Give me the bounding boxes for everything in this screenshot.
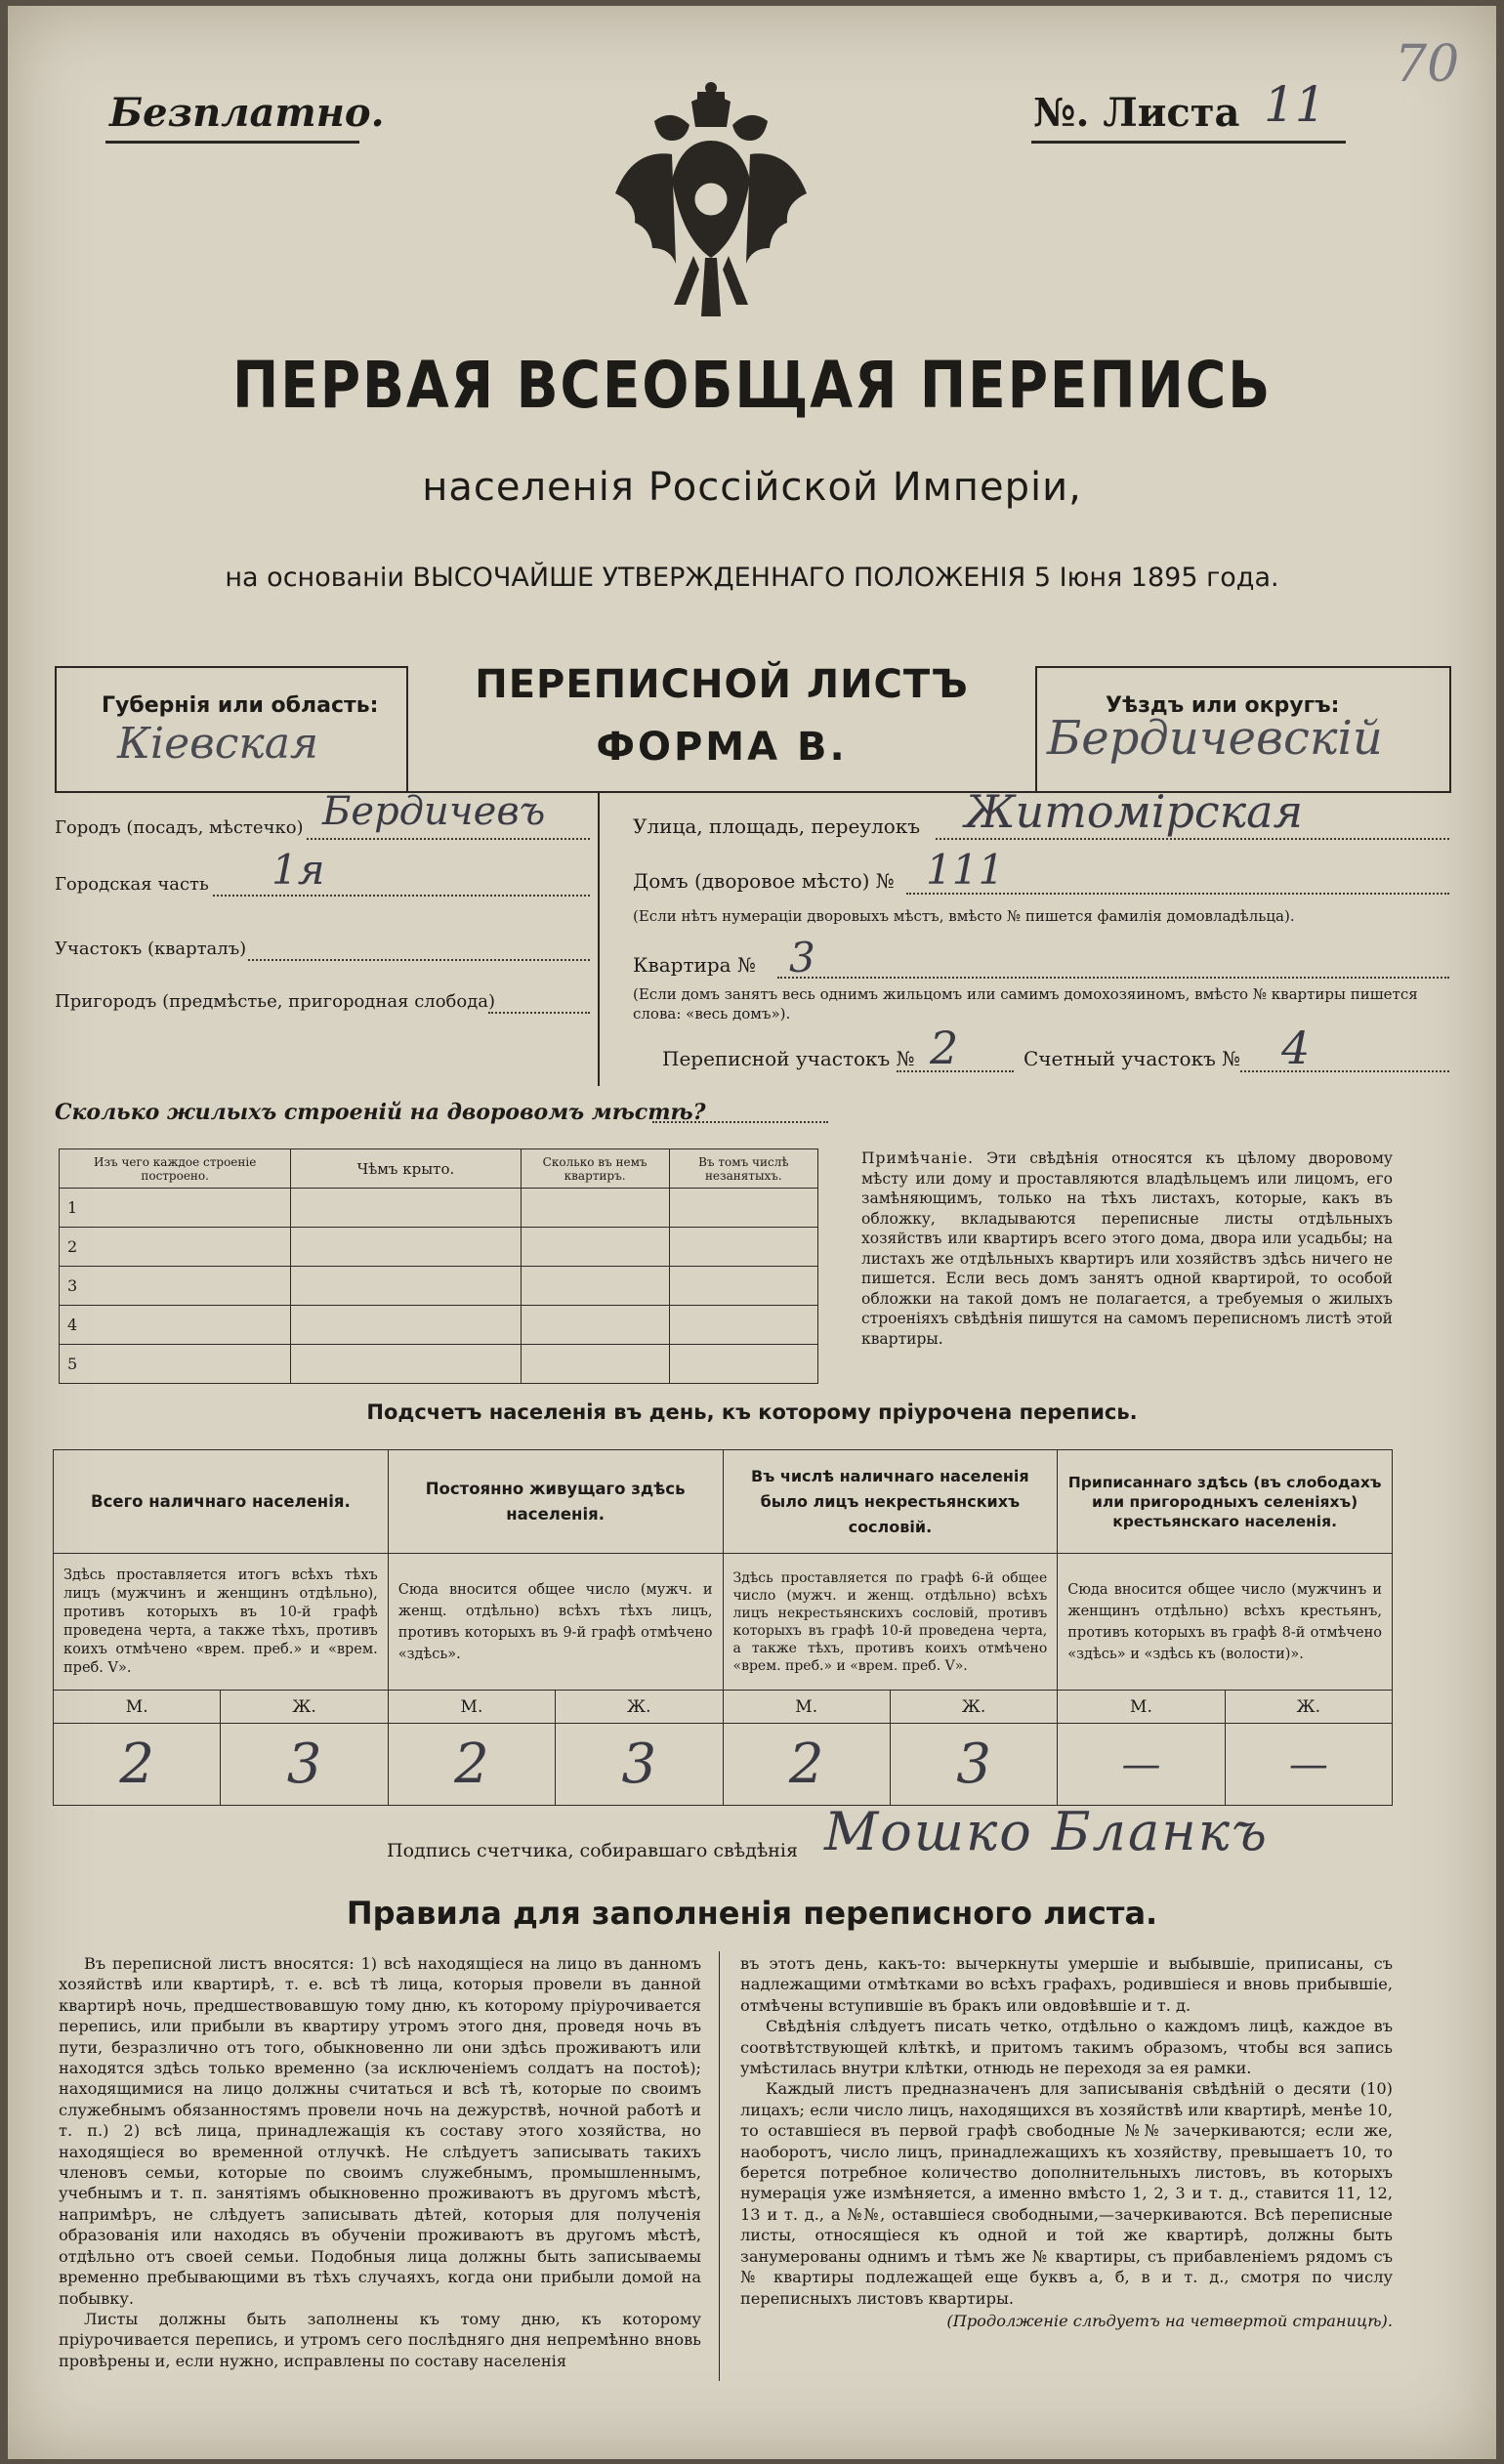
- buildings-table: [59, 1148, 818, 1384]
- total-female-count: 3: [221, 1724, 388, 1806]
- city-label: Городъ (посадъ, мѣстечко): [55, 817, 304, 838]
- buildings-note: Примѣчаніе. Эти свѣдѣнія относятся къ цѣлому дворовому мѣсту или дому и проставляются владѣльцемъ или лицомъ, его замѣняющимъ, только на тѣхъ листахъ, которые, какъ въ обложку, вкладываются переписные листы отдѣльныхъ хозяйствъ или квартиръ всего этого дома, двора или усадьбы; на листахъ же отдѣльныхъ квартиръ или хозяйствъ здѣсь ничего не пишется. Если весь домъ занятъ одной квартирой, то особой обложки на такой домъ не полагается, а требуемыя о жилыхъ строеніяхъ свѣдѣнія пишутся на самомъ переписномъ листѣ этой квартиры.: [861, 1149, 1393, 1348]
- free-label: Безплатно.: [109, 90, 385, 136]
- pop-desc-nonpeasant: Здѣсь проставляется по графѣ 6-й общее число (мужч. и женщ. отдѣльно) всѣхъ лицъ некрестьянскихъ сословій, противъ которыхъ въ графѣ 10-й проведена черта, а также тѣхъ, противъ коихъ отмѣчено «врем. преб.» и «врем. преб. V».: [723, 1554, 1058, 1691]
- corner-mark: 70: [1395, 35, 1460, 94]
- m-label: М.: [388, 1691, 555, 1724]
- buildings-header-roof: Чѣмъ крыто.: [291, 1149, 521, 1189]
- double-headed-eagle-emblem: [615, 82, 807, 326]
- buildings-question: Сколько жилыхъ строеній на дворовомъ мѣстѣ?: [55, 1100, 706, 1125]
- pop-desc-permanent: Сюда вносится общее число (мужч. и женщ. отдѣльно) всѣхъ тѣхъ лицъ, противъ которыхъ въ 9-й графѣ отмѣчено «здѣсь».: [388, 1554, 723, 1691]
- decree-line: на основаніи ВЫСОЧАЙШЕ УТВЕРЖДЕННАГО ПОЛОЖЕНІЯ 5 Іюня 1895 года.: [225, 563, 1279, 593]
- city-value: Бердичевъ: [322, 789, 546, 834]
- city-part-label: Городская часть: [55, 874, 209, 895]
- street-label: Улица, площадь, переулокъ: [633, 814, 921, 838]
- pop-head-permanent: Постоянно живущаго здѣсь населенія.: [388, 1450, 723, 1554]
- pop-head-total: Всего наличнаго населенія.: [54, 1450, 389, 1554]
- census-district-value: 2: [930, 1022, 959, 1074]
- m-label: М.: [723, 1691, 890, 1724]
- table-row: 1: [60, 1189, 818, 1228]
- district-label: Уѣздъ или округъ:: [1106, 693, 1340, 718]
- province-value: Кіевская: [117, 719, 319, 769]
- apartment-label: Квартира №: [633, 953, 756, 977]
- bleed-through: [1092, 152, 1385, 328]
- page-title: ПЕРВАЯ ВСЕОБЩАЯ ПЕРЕПИСЬ: [231, 348, 1273, 423]
- population-title: Подсчетъ населенія въ день, къ которому пріурочена перепись.: [366, 1400, 1138, 1424]
- permanent-male-count: 2: [388, 1724, 555, 1806]
- precinct-label: Участокъ (кварталъ): [55, 939, 247, 959]
- street-value: Житомірская: [965, 785, 1304, 838]
- m-label: М.: [54, 1691, 221, 1724]
- apartment-value: 3: [789, 934, 815, 981]
- f-label: Ж.: [556, 1691, 723, 1724]
- buildings-header-apartments: Сколько въ немъ квартиръ.: [521, 1149, 669, 1189]
- nonpeasant-female-count: 3: [890, 1724, 1057, 1806]
- table-row: 3: [60, 1267, 818, 1306]
- population-table: [53, 1449, 1393, 1806]
- house-note: (Если нѣтъ нумераціи дворовыхъ мѣстъ, вмѣсто № пишется фамилія домовладѣльца).: [633, 907, 1295, 925]
- house-value: 111: [926, 846, 1005, 894]
- signature-label: Подпись счетчика, собиравшаго свѣдѣнія: [387, 1840, 798, 1861]
- m-label: М.: [1058, 1691, 1225, 1724]
- permanent-female-count: 3: [556, 1724, 723, 1806]
- census-sheet: [8, 6, 1496, 2459]
- city-part-value: 1я: [272, 846, 325, 894]
- page-subtitle: населенія Россійской Имперіи,: [422, 465, 1082, 510]
- district-value: Бердичевскій: [1047, 711, 1383, 766]
- rules-column-left: Въ переписной листъ вносятся: 1) всѣ находящіеся на лицо въ данномъ хозяйствѣ или квартирѣ, т. е. всѣ тѣ лица, которыя провели въ данной квартирѣ ночь, предшествовавшую тому дню, къ которому пріурочивается перепись, или прибыли въ квартиру утромъ этого дня, проведя ночь въ пути, безразлично отъ того, обыкновенно ли они здѣсь проживаютъ или находятся здѣсь только временно (за исключеніемъ солдатъ на постоѣ); находящимися на лицо должны считаться и всѣ тѣ, которые по своимъ служебнымъ обязанностямъ провели ночь на дежурствѣ, ночной работѣ и т. п.) 2) всѣ лица, принадлежащія къ составу этого хозяйства, но находящіеся во временной отлучкѣ. Не слѣдуетъ записывать такихъ членовъ семьи, которые по своимъ служебнымъ, промышленнымъ, учебнымъ и т. п. занятіямъ обыкновенно проживаютъ въ другомъ мѣстѣ, напримѣръ, не слѣдуетъ записывать дѣтей, которыя для полученія образованія или находясь въ обученіи проживаютъ въ другомъ мѣстѣ, отдѣльно отъ своей семьи. Подобныя лица должны быть записываемы временно пребывающими въ тѣхъ случаяхъ, когда они прибыли домой на побывку. Листы должны быть заполнены къ тому дню, къ которому пріурочивается перепись, и утромъ сего послѣдняго дня непремѣнно вновь провѣрены и, если нужно, исправлены по составу населенія: [59, 1954, 701, 2370]
- form-name: ПЕРЕПИСНОЙ ЛИСТЪ: [475, 662, 969, 707]
- count-district-value: 4: [1281, 1022, 1311, 1074]
- nonpeasant-male-count: 2: [723, 1724, 890, 1806]
- house-label: Домъ (дворовое мѣсто) №: [633, 869, 895, 893]
- enumerator-signature: Мошко Бланкъ: [824, 1801, 1269, 1862]
- form-type: ФОРМА В.: [596, 725, 848, 770]
- province-label: Губернія или область:: [102, 693, 379, 718]
- rules-title: Правила для заполненія переписного листа.: [346, 1895, 1158, 1932]
- buildings-header-vacant: Въ томъ числѣ незанятыхъ.: [669, 1149, 817, 1189]
- sheet-no-value: 11: [1264, 76, 1326, 133]
- census-district-label: Переписной участокъ №: [662, 1047, 915, 1070]
- table-row: 4: [60, 1306, 818, 1345]
- table-row: 5: [60, 1345, 818, 1384]
- f-label: Ж.: [1225, 1691, 1392, 1724]
- count-district-label: Счетный участокъ №: [1024, 1047, 1241, 1070]
- apartment-note: (Если домъ занятъ весь однимъ жильцомъ или самимъ домохозяиномъ, вмѣсто № квартиры пишется слова: «весь домъ»).: [633, 985, 1418, 1023]
- pop-desc-peasant: Сюда вносится общее число (мужчинъ и женщинъ отдѣльно) всѣхъ крестьянъ, противъ которыхъ въ графѣ 8-й отмѣчено «здѣсь» и «здѣсь къ (волости)».: [1058, 1554, 1393, 1691]
- peasant-male-count: —: [1058, 1724, 1225, 1806]
- pop-head-nonpeasant: Въ числѣ наличнаго населенія было лицъ некрестьянскихъ сословій.: [723, 1450, 1058, 1554]
- rules-column-right: въ этотъ день, какъ-то: вычеркнуты умершіе и выбывшіе, приписаны, съ надлежащими отмѣтками во всѣхъ графахъ, родившіеся и вновь прибывшіе, отмѣчены вступившіе въ бракъ или овдовѣвшіе и т. д. Свѣдѣнія слѣдуетъ писать четко, отдѣльно о каждомъ лицѣ, каждое въ соотвѣтствующей клѣткѣ, и притомъ такимъ образомъ, чтобы вся запись умѣстилась внутри клѣтки, отнюдь не переходя за ея рамки. Каждый листъ предназначенъ для записыванія свѣдѣній о десяти (10) лицахъ; если число лицъ, находящихся въ хозяйствѣ или квартирѣ, менѣе 10, то оставшіеся въ первой графѣ свободные №№ зачеркиваются; если же, наоборотъ, число лицъ, принадлежащихъ къ хозяйству, превышаетъ 10, то берется потребное количество дополнительныхъ листовъ, въ которыхъ нумерація уже измѣняется, а именно вмѣсто 1, 2, 3 и т. д., ставится 11, 12, 13 и т. д., а №№, оставшіеся свободными,—зачеркиваются. Всѣ переписные листы, относящіеся къ одной и той же квартирѣ, должны быть занумерованы однимъ и тѣмъ же № квартиры, съ прибавленіемъ рядомъ съ № квартиры подлежащей еще буквъ а, б, в и т. д., смотря по числу переписныхъ листовъ квартиры. (Продолженіе слѣдуетъ на четвертой страницѣ).: [740, 1954, 1393, 2330]
- continued-note: (Продолженіе слѣдуетъ на четвертой страницѣ).: [946, 2311, 1393, 2330]
- suburb-label: Пригородъ (предмѣстье, пригородная слобода): [55, 991, 496, 1012]
- peasant-female-count: —: [1225, 1724, 1392, 1806]
- pop-desc-total: Здѣсь проставляется итогъ всѣхъ тѣхъ лицъ (мужчинъ и женщинъ отдѣльно), противъ которыхъ въ 10-й графѣ проведена черта, а также тѣхъ, противъ коихъ отмѣчено «врем. преб.» и «врем. преб. V».: [54, 1554, 389, 1691]
- pop-head-peasant: Приписаннаго здѣсь (въ слободахъ или пригородныхъ селеніяхъ) крестьянскаго населенія.: [1058, 1450, 1393, 1554]
- f-label: Ж.: [890, 1691, 1057, 1724]
- sheet-no-label: №. Листа: [1033, 90, 1240, 136]
- buildings-header-material: Изъ чего каждое строеніе построено.: [60, 1149, 291, 1189]
- table-row: 2: [60, 1228, 818, 1267]
- f-label: Ж.: [221, 1691, 388, 1724]
- total-male-count: 2: [54, 1724, 221, 1806]
